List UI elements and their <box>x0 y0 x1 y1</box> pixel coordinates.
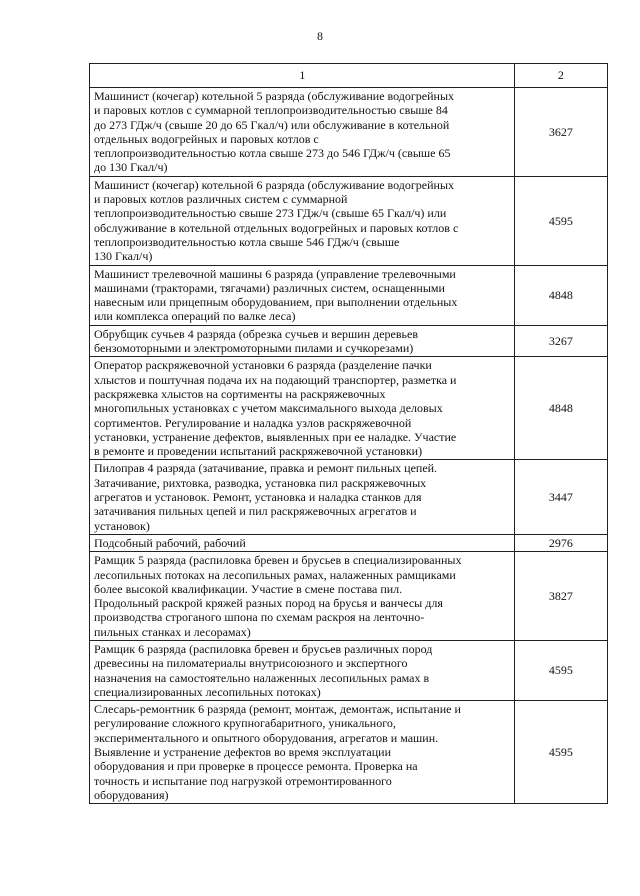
column-header-1: 1 <box>90 64 515 88</box>
table-row <box>90 325 608 357</box>
page-number: 8 <box>317 29 323 43</box>
row-value: 3267 <box>514 325 607 357</box>
row-description: Машинист (кочегар) котельной 5 разряда (обслуживание водогрейных и паровых котлов с суммарной теплопроизводительностью свыше 84 до 273 ГДж/ч (свыше 20 до 65 Гкал/ч) или обслуживание в котельной отдельных водогрейных и паровых котлов с теплопроизводительностью котла свыше 273 до 546 ГДж/ч (свыше 65 до 130 Гкал/ч) <box>90 88 515 177</box>
row-value: 4848 <box>514 357 607 460</box>
row-description: Машинист трелевочной машины 6 разряда (управление трелевочными машинами (тракторами, тягачами) различных систем, оснащенными навесным или прицепным оборудованием, при выполнении отдельных или комплекса операций по валке леса) <box>90 265 515 325</box>
table-row <box>90 552 608 641</box>
row-value: 3447 <box>514 460 607 534</box>
row-description: Слесарь-ремонтник 6 разряда (ремонт, монтаж, демонтаж, испытание и регулирование сложного крупногабаритного, уникального, экспериментального и опытного оборудования, агрегатов и машин. Выявление и устранение дефектов во время эксплуатации оборудования и при проверке в процессе ремонта. Проверка на точность и испытание под нагрузкой отремонтированного оборудования) <box>90 701 515 804</box>
table-row <box>90 701 608 804</box>
table-row <box>90 357 608 460</box>
wage-table <box>89 63 608 804</box>
row-value: 4595 <box>514 176 607 265</box>
table-row <box>90 640 608 700</box>
row-value: 3627 <box>514 88 607 177</box>
row-value: 4595 <box>514 701 607 804</box>
row-value: 3827 <box>514 552 607 641</box>
table-row <box>90 534 608 551</box>
row-description: Оператор раскряжевочной установки 6 разряда (разделение пачки хлыстов и поштучная подача их на подающий транспортер, разметка и раскряжевка хлыстов на сортименты на раскряжевочных многопильных установках с учетом максимального выхода деловых сортиментов. Регулирование и наладка узлов раскряжевочной установки, устранение дефектов, выявленных при ее наладке. Участие в ремонте и проведении испытаний раскряжевочной установки) <box>90 357 515 460</box>
row-description: Машинист (кочегар) котельной 6 разряда (обслуживание водогрейных и паровых котлов различных систем с суммарной теплопроизводительностью свыше 273 ГДж/ч (свыше 65 Гкал/ч) или обслуживание в котельной отдельных водогрейных и паровых котлов с теплопроизводительностью котла свыше 546 ГДж/ч (свыше 130 Гкал/ч) <box>90 176 515 265</box>
table-header-row <box>90 64 608 88</box>
row-description: Рамщик 6 разряда (распиловка бревен и брусьев различных пород древесины на пиломатериалы внутрисоюзного и экспертного назначения на самостоятельно налаженных лесопильных рамах в специализированных лесопильных потоках) <box>90 640 515 700</box>
row-value: 4848 <box>514 265 607 325</box>
table-row <box>90 88 608 177</box>
row-value: 4595 <box>514 640 607 700</box>
table-row <box>90 265 608 325</box>
row-description: Рамщик 5 разряда (распиловка бревен и брусьев в специализированных лесопильных потоках на лесопильных рамах, налаженных рамщиками более высокой квалификации. Участие в смене постава пил. Продольный раскрой кряжей разных пород на брусья и ванчесы для производства строганого шпона по схемам раскроя на ленточно- пильных станках и лесорамах) <box>90 552 515 641</box>
row-description: Подсобный рабочий, рабочий <box>90 534 515 551</box>
row-description: Пилоправ 4 разряда (затачивание, правка и ремонт пильных цепей. Затачивание, рихтовка, разводка, установка пил раскряжевочных агрегатов и установок. Ремонт, установка и наладка станков для затачивания пильных цепей и пил раскряжевочных агрегатов и установок) <box>90 460 515 534</box>
row-value: 2976 <box>514 534 607 551</box>
table-row <box>90 176 608 265</box>
column-header-2: 2 <box>514 64 607 88</box>
row-description: Обрубщик сучьев 4 разряда (обрезка сучьев и вершин деревьев бензомоторными и электромоторными пилами и сучкорезами) <box>90 325 515 357</box>
table-row <box>90 460 608 534</box>
